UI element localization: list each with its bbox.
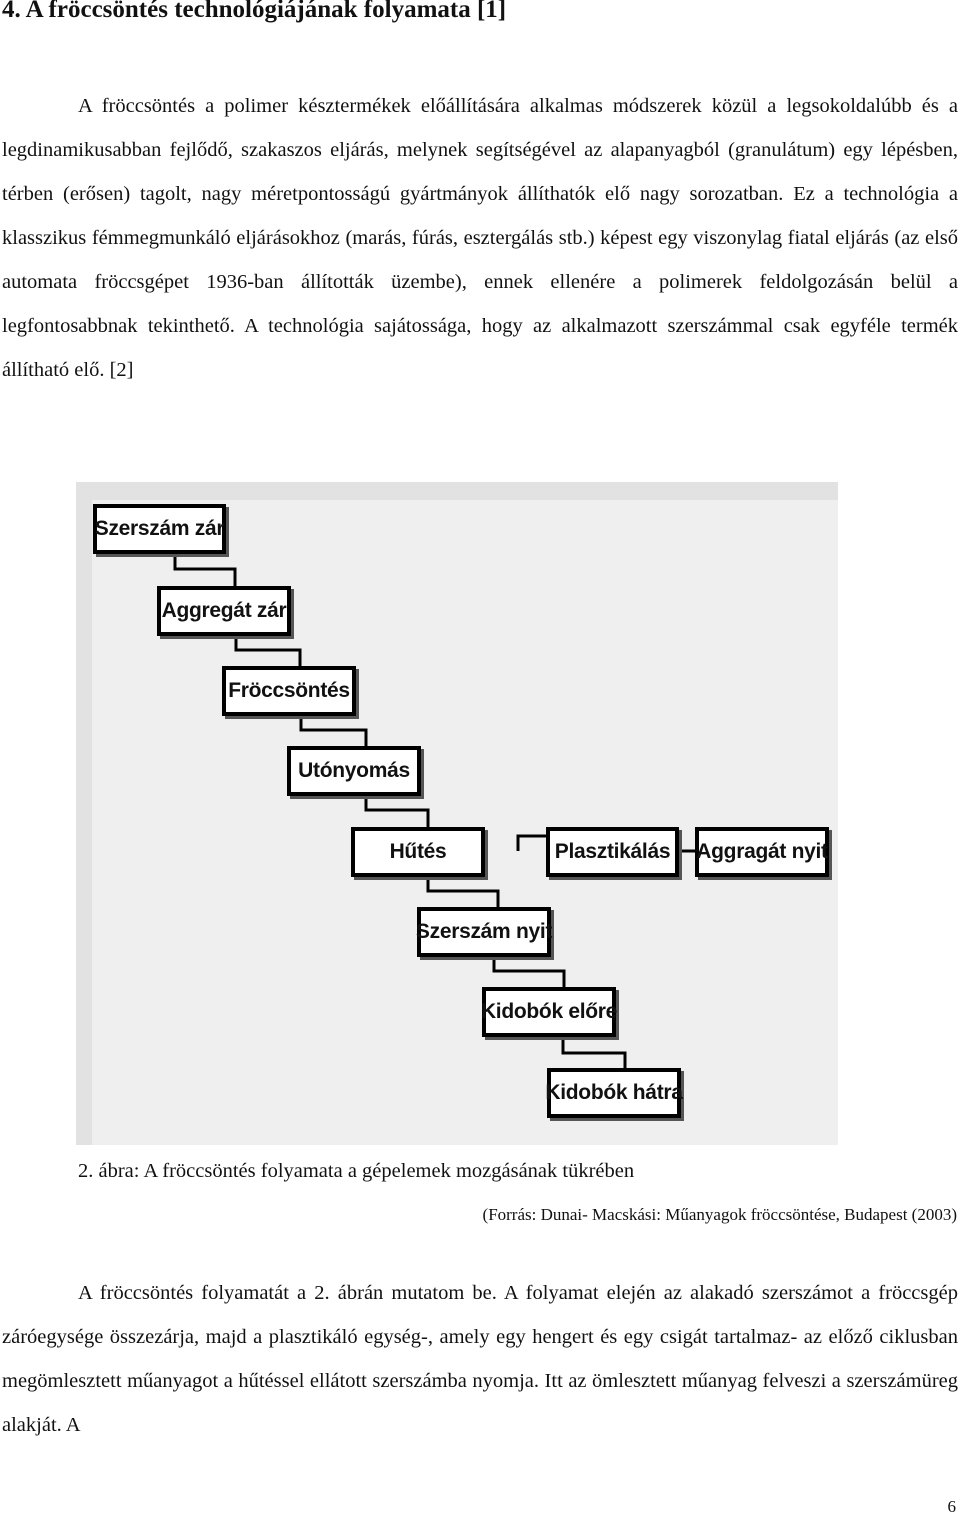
step-plasztikalas: Plasztikálás — [546, 827, 679, 877]
figure-source: (Forrás: Dunai- Macskási: Műanyagok fröccsöntése, Budapest (2003) — [482, 1205, 957, 1224]
connector-lines — [76, 482, 838, 1145]
process-flow-diagram — [76, 482, 838, 1145]
step-kidobok-hatra: Kidobók hátra — [547, 1068, 681, 1118]
step-szerszam-zar: Szerszám zár — [93, 504, 226, 554]
body-paragraph: A fröccsöntés folyamatát a 2. ábrán mutatom be. A folyamat elején az alakadó szerszámot a fröccsgép záróegysége összezárja, majd a plasztikáló egység-, amely egy hengert és egy csigát tartalmaz- az előző ciklusban megömlesztett műanyagot a hűtéssel ellátott szerszámba nyomja. Itt az ömlesztett műanyag felveszi a szerszámüreg alakját. A — [2, 1282, 958, 1436]
step-froccsontes: Fröccsöntés — [222, 666, 356, 716]
step-hutes: Hűtés — [351, 827, 485, 877]
step-kidobok-elore: Kidobók előre — [482, 987, 616, 1037]
intro-paragraph: A fröccsöntés a polimer késztermékek előállítására alkalmas módszerek közül a legsokoldalúbb és a legdinamikusabban fejlődő, szakaszos eljárás, melynek segítségével az alapanyagból (granulátum) egy lépésben, térben (erősen) tagolt, nagy méretpontosságú gyártmányok állíthatók elő nagy sorozatban. Ez a technológia a klasszikus fémmegmunkáló eljárásokhoz (marás, fúrás, esztergálás stb.) képest egy viszonylag fiatal eljárás (az első automata fröccsgépet 1936-ban állították üzembe), ennek ellenére a polimerek feldolgozásán belül a legfontosabbnak tekinthető. A technológia sajátossága, hogy az alkalmazott szerszámmal csak egyféle termék állítható elő. [2] — [2, 95, 958, 381]
step-szerszam-nyit: Szerszám nyit — [417, 907, 551, 957]
page-number: 6 — [947, 1497, 956, 1516]
step-aggragat-nyit: Aggragát nyit — [695, 827, 829, 877]
section-heading: 4. A fröccsöntés technológiájának folyamata [1] — [2, 0, 507, 23]
figure-caption: 2. ábra: A fröccsöntés folyamata a gépelemek mozgásának tükrében — [78, 1160, 635, 1182]
step-aggregat-zar: Aggregát zár — [157, 586, 291, 636]
step-utonyomas: Utónyomás — [287, 746, 421, 796]
